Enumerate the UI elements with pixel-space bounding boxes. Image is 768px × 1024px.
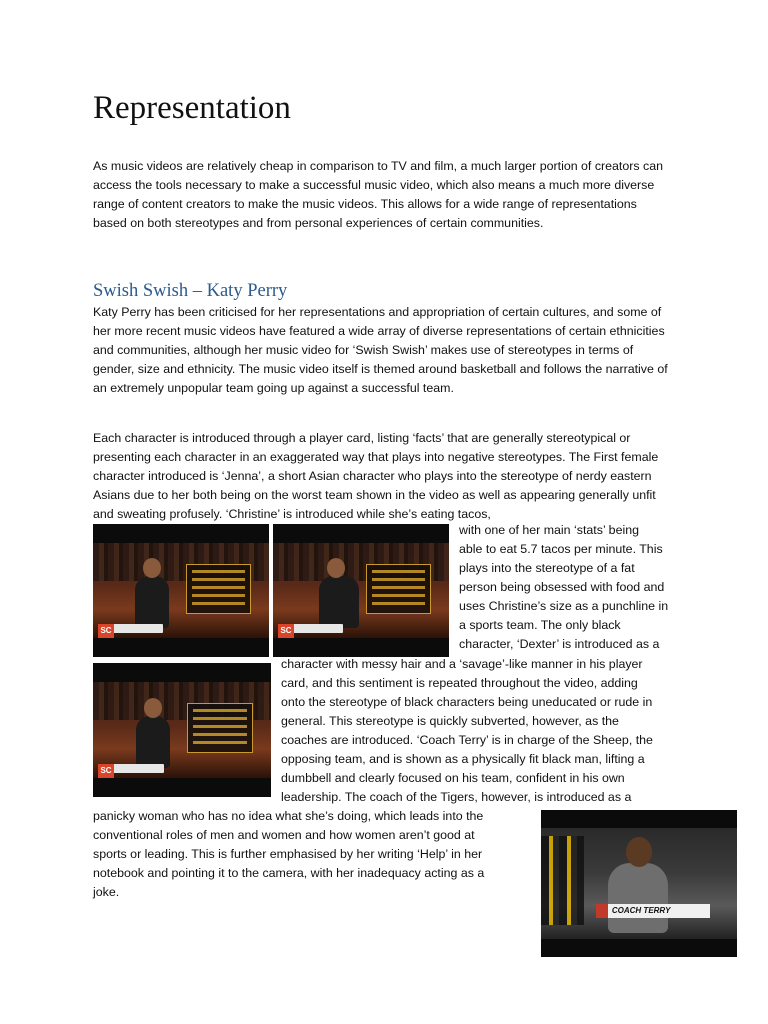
stats-panel (187, 703, 253, 753)
text-line: plays into the stereotype of a fat (459, 561, 635, 575)
text-line: opposing team, and is shown as a physically fit black man, lifting a (281, 752, 645, 766)
channel-logo: SC (98, 764, 114, 778)
wrap-text-dexter (281, 655, 653, 807)
name-strip (111, 624, 164, 633)
text-line: dumbbell and clearly focused on his team, confident in his own (281, 771, 625, 785)
player-figure (136, 716, 170, 768)
page-title: Representation (93, 90, 291, 126)
text-line: card, and this sentiment is repeated throughout the video, adding (281, 676, 638, 690)
intro-paragraph: As music videos are relatively cheap in comparison to TV and film, a much larger portion of creators can access the tools necessary to make a successful music video, which also means a much more diverse range of content creators to make the music videos. This allows for a wide range of representations based on both stereotypes and from personal experiences of certain communities. (93, 159, 663, 230)
text-line: coaches are introduced. ‘Coach Terry’ is in charge of the Sheep, the (281, 733, 653, 747)
section-paragraph-2: Each character is introduced through a player card, listing ‘facts’ that are generally stereotypical or presenting each character in an exaggerated way that plays into negative stereotypes. The First female character introduced is ‘Jenna’, a short Asian character who plays into the stereotype of nerdy eastern Asians due to her both being on the worst team shown in the video as well as appearing generally unfit and sweating profusely. ‘Christine’ is introduced while she’s eating tacos, (93, 431, 659, 521)
text-line: general. This stereotype is quickly subverted, however, as the (281, 714, 619, 728)
text-line: a sports team. The only black (459, 618, 621, 632)
text-line: person being obsessed with food and (459, 580, 665, 594)
text-line: uses Christine’s size as a punchline in (459, 599, 669, 613)
stats-panel (366, 564, 431, 614)
name-strip (111, 764, 164, 773)
crowd-fans (541, 836, 584, 924)
name-strip (291, 624, 344, 633)
christine-player-card-image (273, 524, 449, 657)
section-paragraph-1: Katy Perry has been criticised for her representations and appropriation of certain cultures, and some of her more recent music videos have featured a wide array of diverse representations of certain ethnicities and communities, although her music video for ‘Swish Swish’ makes use of stereotypes in terms of gender, size and ethnicity. The music video itself is themed around basketball and follows the narrative of an extremely unpopular team going up against a successful team. (93, 305, 668, 395)
text-line: leadership. The coach of the Tigers, however, is introduced as a (281, 790, 632, 804)
jenna-player-card-image (93, 524, 269, 657)
text-line: sports or leading. This is further emphasised by her writing ‘Help’ in her (93, 847, 483, 861)
player-figure (319, 576, 359, 628)
player-figure (135, 576, 169, 628)
section-heading: Swish Swish – Katy Perry (93, 281, 288, 301)
text-line: onto the stereotype of black characters being uneducated or rude in (281, 695, 653, 709)
text-line: notebook and pointing it to the camera, with her inadequacy acting as a (93, 866, 485, 880)
text-line: able to eat 5.7 tacos per minute. This (459, 542, 663, 556)
coach-terry-image (541, 810, 737, 957)
text-line: panicky woman who has no idea what she’s doing, which leads into the (93, 809, 484, 823)
wrap-text-christine (459, 521, 668, 654)
text-line: joke. (93, 885, 120, 899)
dexter-player-card-image (93, 663, 271, 797)
stats-panel (186, 564, 251, 614)
channel-logo: SC (278, 624, 294, 638)
text-line: with one of her main ‘stats’ being (459, 523, 639, 537)
wrap-text-coach (93, 807, 484, 902)
coach-name-banner: COACH TERRY (596, 904, 710, 918)
channel-logo: SC (98, 624, 114, 638)
text-line: character with messy hair and a ‘savage’-like manner in his player (281, 657, 643, 671)
text-line: character, ‘Dexter’ is introduced as a (459, 637, 660, 651)
text-line: conventional roles of men and women and how women aren’t good at (93, 828, 475, 842)
coach-figure (608, 863, 668, 933)
